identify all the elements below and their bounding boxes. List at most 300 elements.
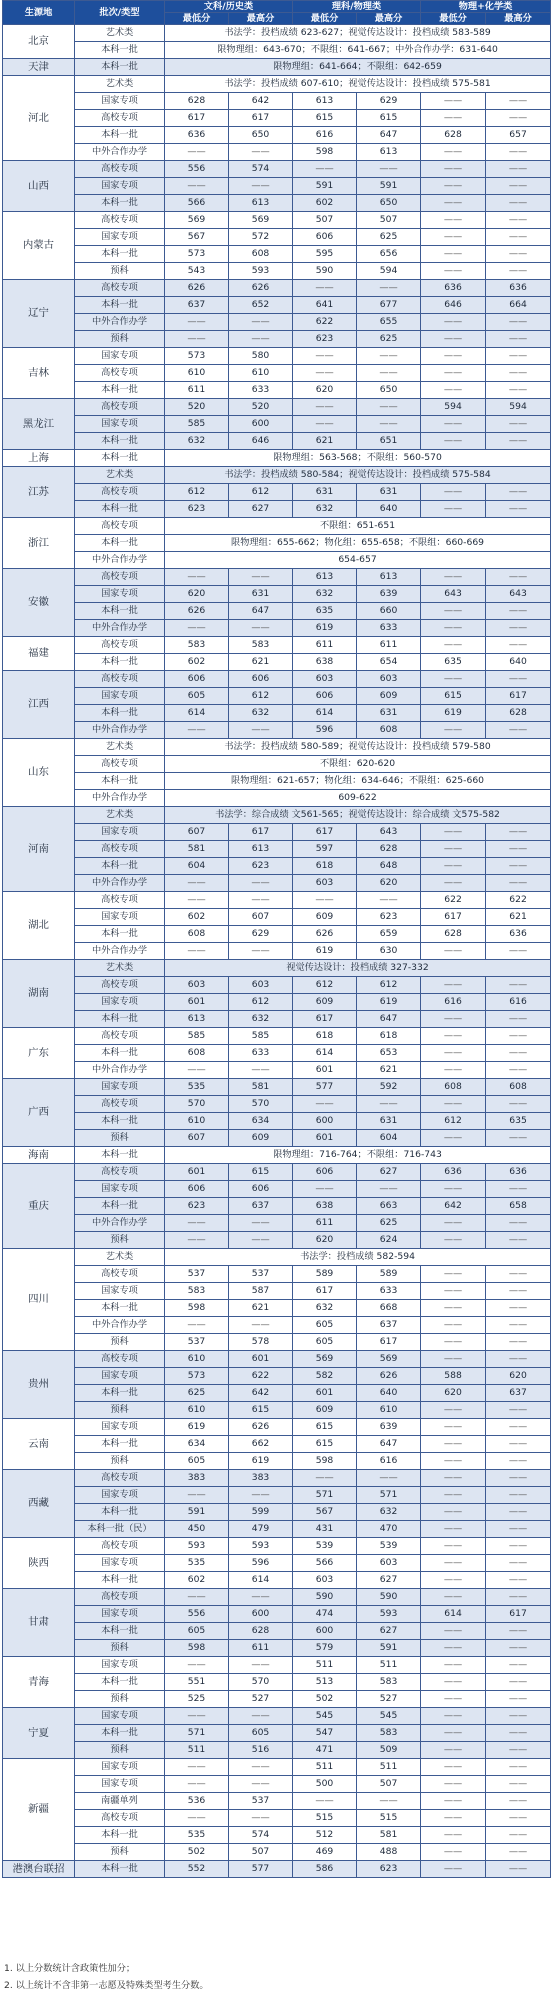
- score-cell: 610: [165, 1113, 229, 1130]
- score-cell: 594: [357, 263, 421, 280]
- score-cell: 637: [357, 1317, 421, 1334]
- score-cell: 525: [165, 1691, 229, 1708]
- batch-cell: 本科一批: [75, 501, 165, 518]
- score-cell: 614: [293, 1045, 357, 1062]
- score-cell: 502: [293, 1691, 357, 1708]
- score-cell: 582: [293, 1368, 357, 1385]
- province-cell: 陕西: [3, 1538, 75, 1589]
- score-cell: 594: [421, 399, 486, 416]
- score-cell: 631: [357, 1113, 421, 1130]
- batch-cell: 本科一批: [75, 654, 165, 671]
- score-cell: 571: [357, 1487, 421, 1504]
- merged-score-cell: 视觉传达设计：投档成绩 327-332: [165, 960, 551, 977]
- score-cell: 556: [165, 1606, 229, 1623]
- score-cell: 539: [293, 1538, 357, 1555]
- score-cell: ——: [421, 1130, 486, 1147]
- score-cell: ——: [486, 1045, 551, 1062]
- table-row: [3, 1368, 551, 1385]
- table-header: [3, 1, 551, 25]
- table-row: [3, 348, 551, 365]
- score-cell: ——: [421, 1708, 486, 1725]
- table-row: [3, 977, 551, 994]
- score-cell: 613: [357, 144, 421, 161]
- score-cell: ——: [421, 1623, 486, 1640]
- score-cell: ——: [165, 875, 229, 892]
- score-cell: ——: [486, 1844, 551, 1861]
- score-cell: ——: [421, 195, 486, 212]
- score-cell: 619: [165, 1419, 229, 1436]
- score-cell: 639: [357, 1419, 421, 1436]
- footnote: 1. 以上分数统计含政策性加分；: [4, 1963, 136, 1974]
- score-cell: 620: [357, 875, 421, 892]
- score-cell: ——: [421, 1827, 486, 1844]
- province-cell: 云南: [3, 1419, 75, 1470]
- score-cell: ——: [421, 1810, 486, 1827]
- batch-cell: 国家专项: [75, 909, 165, 926]
- score-cell: ——: [421, 1028, 486, 1045]
- score-cell: ——: [486, 246, 551, 263]
- batch-cell: 艺术类: [75, 807, 165, 824]
- table-row: [3, 586, 551, 603]
- table-row: [3, 875, 551, 892]
- score-cell: ——: [486, 1742, 551, 1759]
- score-cell: 600: [229, 1606, 293, 1623]
- batch-cell: 国家专项: [75, 1606, 165, 1623]
- batch-cell: 预科: [75, 1130, 165, 1147]
- score-cell: ——: [229, 1487, 293, 1504]
- score-cell: 593: [165, 1538, 229, 1555]
- score-cell: ——: [229, 1215, 293, 1232]
- batch-cell: 艺术类: [75, 960, 165, 977]
- score-cell: 569: [165, 212, 229, 229]
- score-cell: 621: [229, 1300, 293, 1317]
- table-row: [3, 926, 551, 943]
- score-cell: 579: [293, 1640, 357, 1657]
- score-cell: 596: [293, 722, 357, 739]
- score-cell: 605: [165, 1623, 229, 1640]
- score-cell: ——: [486, 1759, 551, 1776]
- province-cell: 福建: [3, 637, 75, 671]
- header-max: 最高分: [229, 13, 293, 25]
- batch-cell: 高校专项: [75, 1538, 165, 1555]
- score-cell: ——: [421, 229, 486, 246]
- province-cell: 重庆: [3, 1164, 75, 1249]
- score-cell: 507: [293, 212, 357, 229]
- table-row: [3, 1317, 551, 1334]
- score-cell: 535: [165, 1555, 229, 1572]
- batch-cell: 高校专项: [75, 110, 165, 127]
- score-cell: 571: [165, 1725, 229, 1742]
- province-cell: 河南: [3, 807, 75, 892]
- batch-cell: 艺术类: [75, 1249, 165, 1266]
- score-cell: ——: [486, 1062, 551, 1079]
- score-cell: 615: [421, 688, 486, 705]
- batch-cell: 高校专项: [75, 1096, 165, 1113]
- score-cell: ——: [229, 620, 293, 637]
- score-cell: ——: [421, 1725, 486, 1742]
- score-cell: 641: [293, 297, 357, 314]
- score-cell: 512: [293, 1827, 357, 1844]
- score-cell: 539: [357, 1538, 421, 1555]
- score-cell: ——: [421, 178, 486, 195]
- score-cell: 619: [293, 620, 357, 637]
- score-cell: 556: [165, 161, 229, 178]
- score-cell: ——: [421, 1691, 486, 1708]
- table-row: [3, 178, 551, 195]
- score-cell: ——: [421, 1776, 486, 1793]
- table-row: [3, 1691, 551, 1708]
- batch-cell: 高校专项: [75, 1470, 165, 1487]
- score-cell: 612: [229, 994, 293, 1011]
- score-cell: 605: [293, 1317, 357, 1334]
- table-row: [3, 314, 551, 331]
- score-cell: ——: [486, 841, 551, 858]
- batch-cell: 高校专项: [75, 671, 165, 688]
- score-cell: 652: [229, 297, 293, 314]
- score-cell: ——: [421, 569, 486, 586]
- batch-cell: 本科一批: [75, 535, 165, 552]
- score-cell: 583: [165, 637, 229, 654]
- score-cell: 602: [165, 654, 229, 671]
- table-row: [3, 1079, 551, 1096]
- batch-cell: 高校专项: [75, 518, 165, 535]
- header-group-like: 理科/物理类: [293, 1, 421, 13]
- score-cell: ——: [357, 1096, 421, 1113]
- score-cell: 620: [421, 1385, 486, 1402]
- batch-cell: 本科一批: [75, 1300, 165, 1317]
- table-row: [3, 1453, 551, 1470]
- merged-score-cell: 书法学：投档成绩 607-610；视觉传达设计：投档成绩 575-581: [165, 76, 551, 93]
- score-cell: 601: [165, 1164, 229, 1181]
- batch-cell: 本科一批: [75, 433, 165, 450]
- table-row: [3, 1657, 551, 1674]
- score-cell: ——: [421, 977, 486, 994]
- score-cell: 602: [293, 195, 357, 212]
- score-cell: 608: [165, 1045, 229, 1062]
- score-cell: ——: [165, 1062, 229, 1079]
- score-cell: 606: [293, 688, 357, 705]
- score-cell: 600: [293, 1623, 357, 1640]
- score-cell: 583: [165, 1283, 229, 1300]
- score-cell: ——: [293, 416, 357, 433]
- score-cell: 589: [293, 1266, 357, 1283]
- score-cell: ——: [421, 314, 486, 331]
- score-cell: ——: [486, 722, 551, 739]
- province-cell: 港澳台联招: [3, 1861, 75, 1878]
- score-cell: ——: [357, 348, 421, 365]
- score-cell: 596: [229, 1555, 293, 1572]
- score-cell: 628: [421, 926, 486, 943]
- table-row: [3, 1759, 551, 1776]
- score-cell: ——: [229, 1759, 293, 1776]
- score-cell: ——: [229, 1776, 293, 1793]
- score-cell: 623: [229, 858, 293, 875]
- score-cell: 566: [293, 1555, 357, 1572]
- table-row: [3, 1504, 551, 1521]
- score-cell: 605: [229, 1725, 293, 1742]
- batch-cell: 国家专项: [75, 1368, 165, 1385]
- score-cell: 627: [357, 1623, 421, 1640]
- score-cell: 614: [421, 1606, 486, 1623]
- score-cell: 507: [229, 1844, 293, 1861]
- score-cell: 637: [165, 297, 229, 314]
- batch-cell: 国家专项: [75, 93, 165, 110]
- score-cell: ——: [486, 314, 551, 331]
- score-cell: 632: [293, 1300, 357, 1317]
- batch-cell: 国家专项: [75, 1555, 165, 1572]
- score-cell: 662: [229, 1436, 293, 1453]
- score-cell: 642: [229, 93, 293, 110]
- score-cell: 608: [229, 246, 293, 263]
- score-cell: 583: [357, 1725, 421, 1742]
- score-cell: 668: [357, 1300, 421, 1317]
- batch-cell: 中外合作办学: [75, 790, 165, 807]
- province-cell: 新疆: [3, 1759, 75, 1861]
- score-cell: 619: [421, 705, 486, 722]
- header-group-wenke: 文科/历史类: [165, 1, 293, 13]
- batch-cell: 预科: [75, 331, 165, 348]
- table-row: [3, 909, 551, 926]
- score-cell: 617: [293, 1011, 357, 1028]
- score-cell: ——: [293, 1470, 357, 1487]
- score-cell: 659: [357, 926, 421, 943]
- table-row: [3, 501, 551, 518]
- score-cell: 520: [165, 399, 229, 416]
- score-cell: ——: [421, 1674, 486, 1691]
- score-cell: ——: [293, 348, 357, 365]
- table-row: [3, 127, 551, 144]
- batch-cell: 本科一批: [75, 603, 165, 620]
- score-cell: 471: [293, 1742, 357, 1759]
- score-cell: 566: [165, 195, 229, 212]
- table-row: [3, 1181, 551, 1198]
- score-cell: ——: [486, 1436, 551, 1453]
- table-row: [3, 807, 551, 824]
- score-cell: 627: [229, 501, 293, 518]
- score-cell: 616: [357, 1453, 421, 1470]
- score-cell: 574: [229, 1827, 293, 1844]
- table-row: [3, 1266, 551, 1283]
- score-cell: 606: [293, 229, 357, 246]
- score-cell: 623: [165, 1198, 229, 1215]
- table-row: [3, 1130, 551, 1147]
- score-cell: ——: [486, 433, 551, 450]
- score-cell: 612: [229, 484, 293, 501]
- score-cell: 637: [229, 1198, 293, 1215]
- score-cell: 603: [293, 671, 357, 688]
- score-cell: ——: [486, 1470, 551, 1487]
- table-row: [3, 1844, 551, 1861]
- score-cell: 608: [421, 1079, 486, 1096]
- score-cell: 636: [486, 1164, 551, 1181]
- score-cell: 612: [165, 484, 229, 501]
- score-cell: 545: [293, 1708, 357, 1725]
- score-cell: ——: [486, 875, 551, 892]
- header-batch: 批次/类型: [75, 1, 165, 25]
- score-cell: 622: [293, 314, 357, 331]
- batch-cell: 中外合作办学: [75, 552, 165, 569]
- province-cell: 河北: [3, 76, 75, 161]
- score-cell: 650: [229, 127, 293, 144]
- batch-cell: 本科一批: [75, 195, 165, 212]
- score-cell: 479: [229, 1521, 293, 1538]
- table-row: [3, 1351, 551, 1368]
- score-cell: 607: [165, 1130, 229, 1147]
- score-cell: 601: [293, 1062, 357, 1079]
- score-cell: ——: [421, 1861, 486, 1878]
- score-cell: 593: [229, 263, 293, 280]
- batch-cell: 高校专项: [75, 484, 165, 501]
- score-cell: ——: [421, 1317, 486, 1334]
- score-cell: ——: [421, 212, 486, 229]
- batch-cell: 中外合作办学: [75, 144, 165, 161]
- batch-cell: 中外合作办学: [75, 620, 165, 637]
- score-cell: 637: [486, 1385, 551, 1402]
- score-cell: ——: [486, 1453, 551, 1470]
- batch-cell: 本科一批: [75, 1045, 165, 1062]
- score-cell: ——: [229, 875, 293, 892]
- score-cell: 629: [357, 93, 421, 110]
- batch-cell: 预科: [75, 1453, 165, 1470]
- province-cell: 西藏: [3, 1470, 75, 1538]
- score-cell: 605: [165, 688, 229, 705]
- table-row: [3, 1385, 551, 1402]
- score-cell: 552: [165, 1861, 229, 1878]
- province-cell: 湖南: [3, 960, 75, 1028]
- merged-score-cell: 书法学：综合成绩 文561-565；视觉传达设计：综合成绩 文575-582: [165, 807, 551, 824]
- score-cell: ——: [421, 1759, 486, 1776]
- score-cell: 615: [357, 110, 421, 127]
- score-cell: ——: [486, 1555, 551, 1572]
- footnotes: [4, 1960, 209, 1994]
- score-cell: ——: [229, 314, 293, 331]
- score-cell: 614: [165, 705, 229, 722]
- score-cell: ——: [357, 1470, 421, 1487]
- score-cell: 638: [293, 1198, 357, 1215]
- score-cell: 601: [293, 1385, 357, 1402]
- score-cell: 621: [357, 1062, 421, 1079]
- score-cell: 602: [165, 909, 229, 926]
- score-cell: ——: [357, 365, 421, 382]
- score-cell: 623: [357, 909, 421, 926]
- score-cell: 634: [165, 1436, 229, 1453]
- score-cell: 577: [229, 1861, 293, 1878]
- score-cell: 581: [165, 841, 229, 858]
- score-cell: ——: [421, 1453, 486, 1470]
- score-cell: 601: [293, 1130, 357, 1147]
- score-cell: 664: [486, 297, 551, 314]
- province-cell: 浙江: [3, 518, 75, 569]
- score-cell: 527: [229, 1691, 293, 1708]
- table-row: [3, 671, 551, 688]
- score-cell: 630: [357, 943, 421, 960]
- score-cell: 511: [293, 1759, 357, 1776]
- score-cell: ——: [486, 1266, 551, 1283]
- score-cell: 613: [165, 1011, 229, 1028]
- batch-cell: 本科一批: [75, 1827, 165, 1844]
- score-cell: ——: [357, 399, 421, 416]
- batch-cell: 艺术类: [75, 25, 165, 42]
- score-cell: 545: [357, 1708, 421, 1725]
- score-cell: ——: [486, 1300, 551, 1317]
- table-row: [3, 1776, 551, 1793]
- score-cell: 628: [486, 705, 551, 722]
- table-row: [3, 1164, 551, 1181]
- score-cell: 574: [229, 161, 293, 178]
- score-cell: ——: [421, 1419, 486, 1436]
- batch-cell: 高校专项: [75, 1028, 165, 1045]
- batch-cell: 高校专项: [75, 1266, 165, 1283]
- batch-cell: 中外合作办学: [75, 314, 165, 331]
- score-cell: 547: [293, 1725, 357, 1742]
- score-cell: 635: [421, 654, 486, 671]
- score-cell: ——: [357, 161, 421, 178]
- header-min: 最低分: [165, 13, 229, 25]
- score-cell: 470: [357, 1521, 421, 1538]
- score-cell: 516: [229, 1742, 293, 1759]
- score-cell: 595: [293, 246, 357, 263]
- score-cell: 598: [293, 144, 357, 161]
- score-cell: 586: [293, 1861, 357, 1878]
- score-cell: ——: [486, 1725, 551, 1742]
- table-row: [3, 144, 551, 161]
- score-cell: 507: [357, 1776, 421, 1793]
- score-cell: 643: [486, 586, 551, 603]
- score-cell: ——: [229, 1317, 293, 1334]
- score-cell: 613: [357, 569, 421, 586]
- score-cell: ——: [421, 1283, 486, 1300]
- table-row: [3, 960, 551, 977]
- score-cell: 631: [357, 705, 421, 722]
- merged-score-cell: 限物理组：655-662；物化组：655-658；不限组：660-669: [165, 535, 551, 552]
- score-cell: 593: [357, 1606, 421, 1623]
- score-cell: ——: [421, 1062, 486, 1079]
- batch-cell: 预科: [75, 1334, 165, 1351]
- table-row: [3, 603, 551, 620]
- province-cell: 内蒙古: [3, 212, 75, 280]
- score-cell: 609: [293, 994, 357, 1011]
- score-cell: ——: [229, 569, 293, 586]
- table-row: [3, 1623, 551, 1640]
- score-cell: 621: [293, 433, 357, 450]
- score-cell: 614: [229, 1572, 293, 1589]
- score-cell: ——: [421, 144, 486, 161]
- score-cell: 617: [293, 1283, 357, 1300]
- score-cell: 622: [421, 892, 486, 909]
- score-cell: ——: [357, 892, 421, 909]
- score-cell: ——: [421, 1504, 486, 1521]
- table-row: [3, 1147, 551, 1164]
- score-cell: 620: [293, 382, 357, 399]
- score-cell: 617: [229, 110, 293, 127]
- score-cell: ——: [486, 637, 551, 654]
- table-row: [3, 416, 551, 433]
- table-row: [3, 858, 551, 875]
- score-cell: ——: [421, 1521, 486, 1538]
- score-cell: 619: [357, 994, 421, 1011]
- score-cell: 677: [357, 297, 421, 314]
- table-row: [3, 739, 551, 756]
- table-row: [3, 688, 551, 705]
- province-cell: 山西: [3, 161, 75, 212]
- batch-cell: 国家专项: [75, 1759, 165, 1776]
- score-cell: 603: [293, 875, 357, 892]
- score-cell: 625: [165, 1385, 229, 1402]
- score-cell: 511: [357, 1657, 421, 1674]
- score-cell: ——: [357, 416, 421, 433]
- score-cell: 609: [293, 909, 357, 926]
- score-cell: ——: [229, 892, 293, 909]
